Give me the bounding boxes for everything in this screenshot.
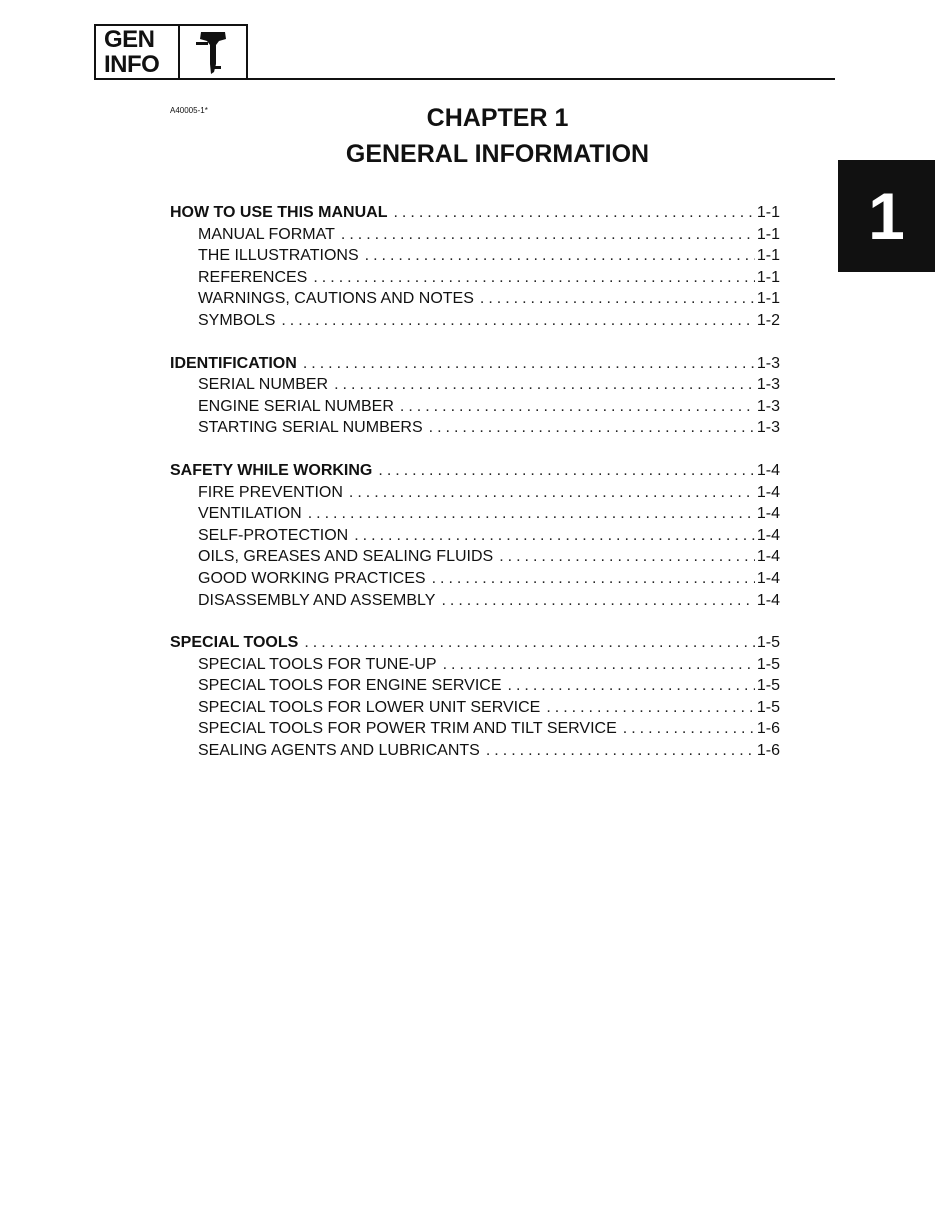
toc-leader-dots xyxy=(432,570,755,588)
toc-entry[interactable] xyxy=(170,720,780,742)
toc-leader-dots xyxy=(313,269,755,287)
toc-entry-label: SPECIAL TOOLS xyxy=(170,634,299,652)
toc-entry-label: FIRE PREVENTION xyxy=(198,483,343,501)
toc-entry-page: 1-4 xyxy=(756,461,780,479)
toc-entry-label: REFERENCES xyxy=(198,268,308,286)
toc-entry[interactable] xyxy=(170,742,780,764)
toc-entry-label: SELF-PROTECTION xyxy=(198,526,349,544)
toc-entry-page: 1-4 xyxy=(756,548,780,566)
toc-section-heading[interactable] xyxy=(170,462,780,484)
toc-leader-dots xyxy=(480,290,755,308)
toc-entry[interactable] xyxy=(170,269,780,291)
toc-entry-page: 1-3 xyxy=(756,376,780,394)
toc-entry-label: SERIAL NUMBER xyxy=(198,376,329,394)
toc-leader-dots xyxy=(508,677,755,695)
toc-section-heading[interactable] xyxy=(170,355,780,377)
toc-entry[interactable] xyxy=(170,505,780,527)
chapter-name: GENERAL INFORMATION xyxy=(345,140,650,168)
toc-leader-dots xyxy=(334,376,755,394)
section-label xyxy=(96,26,180,78)
toc-leader-dots xyxy=(303,355,755,373)
toc-leader-dots xyxy=(308,505,755,523)
toc-entry[interactable] xyxy=(170,699,780,721)
toc-entry-page: 1-2 xyxy=(756,311,780,329)
toc-entry-page: 1-4 xyxy=(756,591,780,609)
section-header-box xyxy=(94,24,248,80)
toc-entry-page: 1-1 xyxy=(756,225,780,243)
toc-entry-label: STARTING SERIAL NUMBERS xyxy=(198,419,423,437)
toc-entry-page: 1-4 xyxy=(756,526,780,544)
toc-entry-page: 1-1 xyxy=(756,204,780,221)
toc-entry-page: 1-3 xyxy=(756,354,780,372)
toc-entry[interactable] xyxy=(170,419,780,441)
table-of-contents xyxy=(170,204,780,785)
toc-entry[interactable] xyxy=(170,484,780,506)
toc-entry-page: 1-1 xyxy=(756,247,780,265)
toc-entry-page: 1-3 xyxy=(756,397,780,415)
toc-entry[interactable] xyxy=(170,226,780,248)
chapter-tab xyxy=(838,160,935,272)
toc-entry-label: WARNINGS, CAUTIONS AND NOTES xyxy=(198,290,474,308)
section-label-line1: GEN xyxy=(104,26,155,53)
toc-entry-page: 1-4 xyxy=(756,505,780,523)
toc-entry-page: 1-1 xyxy=(756,268,780,286)
toc-entry-label: SPECIAL TOOLS FOR TUNE-UP xyxy=(198,655,437,673)
toc-entry-page: 1-5 xyxy=(756,634,780,652)
toc-entry[interactable] xyxy=(170,527,780,549)
toc-leader-dots xyxy=(349,484,755,502)
toc-leader-dots xyxy=(400,398,755,416)
toc-entry-label: SPECIAL TOOLS FOR LOWER UNIT SERVICE xyxy=(198,698,541,716)
toc-leader-dots xyxy=(443,656,755,674)
toc-section xyxy=(170,634,780,764)
toc-entry[interactable] xyxy=(170,398,780,420)
toc-section-heading[interactable] xyxy=(170,634,780,656)
toc-entry-label: SAFETY WHILE WORKING xyxy=(170,461,373,479)
chapter-number: CHAPTER 1 xyxy=(426,104,569,132)
toc-section-heading[interactable] xyxy=(170,204,780,226)
toc-leader-dots xyxy=(441,592,754,610)
toc-entry[interactable] xyxy=(170,592,780,614)
toc-entry-label: GOOD WORKING PRACTICES xyxy=(198,569,426,587)
toc-entry-label: IDENTIFICATION xyxy=(170,354,297,372)
toc-section xyxy=(170,355,780,441)
toc-entry[interactable] xyxy=(170,247,780,269)
toc-leader-dots xyxy=(281,312,755,330)
toc-entry-page: 1-4 xyxy=(756,483,780,501)
toc-entry-label: HOW TO USE THIS MANUAL xyxy=(170,204,388,221)
toc-entry-label: ENGINE SERIAL NUMBER xyxy=(198,397,394,415)
toc-entry[interactable] xyxy=(170,548,780,570)
toc-leader-dots xyxy=(378,462,755,480)
toc-leader-dots xyxy=(354,527,755,545)
toc-entry[interactable] xyxy=(170,290,780,312)
outboard-motor-icon xyxy=(180,26,246,78)
toc-leader-dots xyxy=(499,548,755,566)
chapter-tab-number: 1 xyxy=(868,179,905,253)
chapter-title xyxy=(0,100,935,172)
toc-entry-page: 1-4 xyxy=(756,569,780,587)
toc-entry[interactable] xyxy=(170,312,780,334)
reference-code: A40005-1* xyxy=(170,106,208,115)
toc-entry-label: SPECIAL TOOLS FOR POWER TRIM AND TILT SERVICE xyxy=(198,720,617,738)
toc-leader-dots xyxy=(546,699,755,717)
toc-entry-label: OILS, GREASES AND SEALING FLUIDS xyxy=(198,548,494,566)
toc-entry-label: SEALING AGENTS AND LUBRICANTS xyxy=(198,742,480,760)
toc-entry[interactable] xyxy=(170,677,780,699)
toc-entry[interactable] xyxy=(170,570,780,592)
toc-leader-dots xyxy=(393,204,754,222)
toc-leader-dots xyxy=(341,226,755,244)
toc-entry-page: 1-5 xyxy=(756,698,780,716)
toc-entry-page: 1-6 xyxy=(756,742,780,760)
toc-entry-label: VENTILATION xyxy=(198,505,302,523)
toc-entry[interactable] xyxy=(170,376,780,398)
toc-entry-label: SYMBOLS xyxy=(198,311,276,329)
toc-entry-label: MANUAL FORMAT xyxy=(198,225,335,243)
toc-entry-label: THE ILLUSTRATIONS xyxy=(198,247,359,265)
toc-entry-page: 1-3 xyxy=(756,419,780,437)
header-rule xyxy=(248,78,835,80)
toc-leader-dots xyxy=(304,634,755,652)
toc-section xyxy=(170,204,780,334)
toc-entry-label: SPECIAL TOOLS FOR ENGINE SERVICE xyxy=(198,677,502,695)
toc-entry-label: DISASSEMBLY AND ASSEMBLY xyxy=(198,591,436,609)
toc-leader-dots xyxy=(486,742,755,760)
toc-leader-dots xyxy=(365,247,755,265)
toc-entry-page: 1-1 xyxy=(756,290,780,308)
toc-leader-dots xyxy=(623,720,755,738)
toc-section xyxy=(170,462,780,613)
toc-entry-page: 1-6 xyxy=(756,720,780,738)
toc-entry-page: 1-5 xyxy=(756,655,780,673)
toc-leader-dots xyxy=(429,419,755,437)
toc-entry[interactable] xyxy=(170,656,780,678)
section-label-line2: INFO xyxy=(104,51,160,78)
toc-entry-page: 1-5 xyxy=(756,677,780,695)
